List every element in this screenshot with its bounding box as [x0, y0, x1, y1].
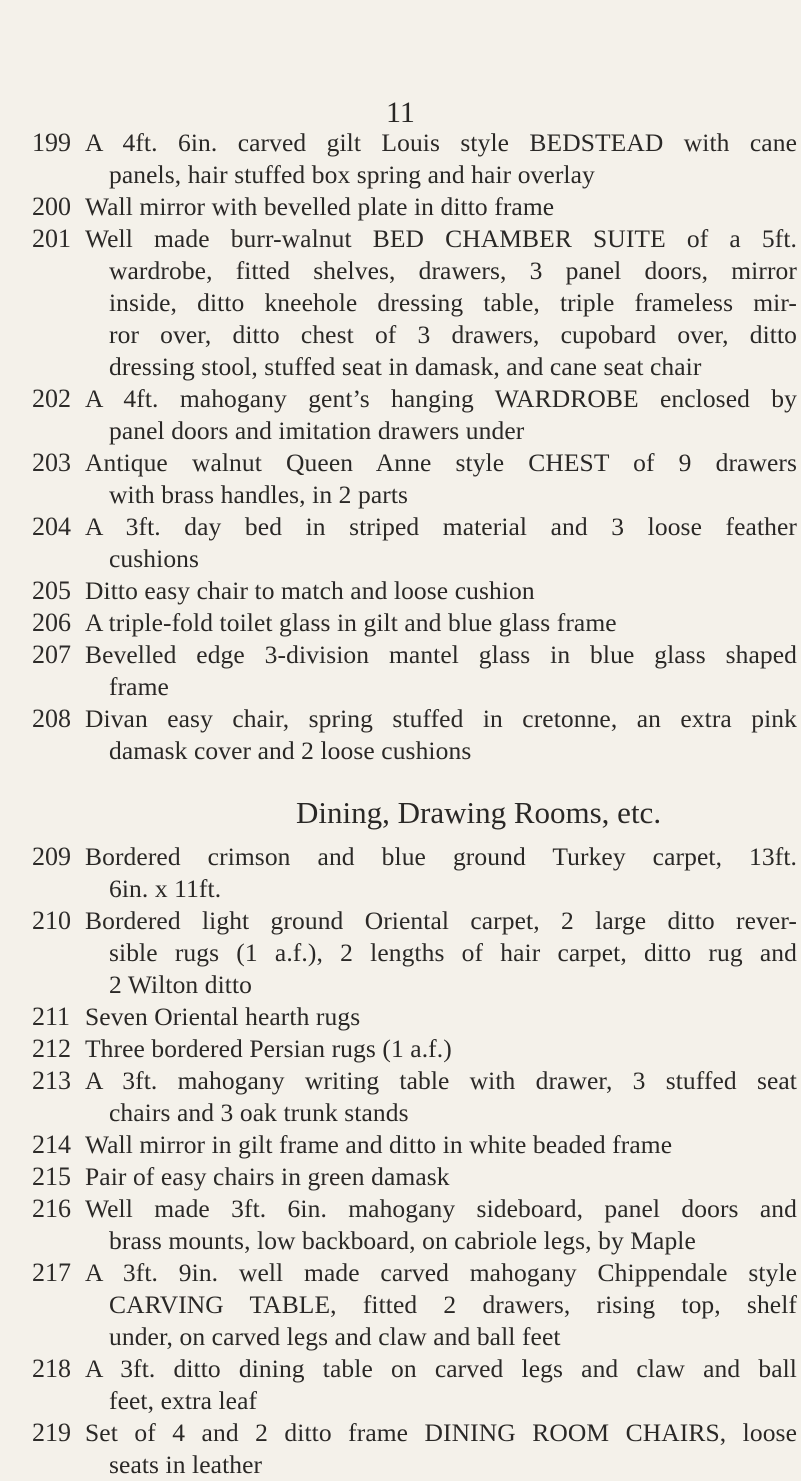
lot-description — [85, 383, 797, 447]
lot-description — [85, 447, 797, 511]
lot-number: 218 — [32, 1354, 71, 1383]
lot-description — [85, 511, 797, 575]
lot-description — [85, 905, 797, 1001]
lot-entry — [32, 639, 797, 703]
lot-description-line: 2 Wilton ditto — [109, 970, 252, 999]
lot-description-line: cushions — [109, 544, 200, 573]
lot-description-line: ror over, ditto chest of 3 drawers, cupobard over, ditto — [109, 320, 797, 349]
lot-description — [85, 127, 797, 191]
lot-entry — [32, 1033, 797, 1065]
lot-description-line: panel doors and imitation drawers under — [109, 416, 525, 445]
lot-number: 204 — [32, 512, 71, 541]
lot-number: 203 — [32, 448, 71, 477]
lot-number: 200 — [32, 192, 71, 221]
lot-entry — [32, 1257, 797, 1353]
lot-description — [85, 191, 797, 223]
lot-number: 217 — [32, 1258, 71, 1287]
lot-description-line: A 3ft. day bed in striped material and 3 loose feather — [85, 512, 797, 541]
lot-description-line: Ditto easy chair to match and loose cushion — [85, 576, 535, 605]
lot-description-line: CARVING TABLE, fitted 2 drawers, rising top, shelf — [109, 1290, 797, 1319]
lot-number: 205 — [32, 576, 71, 605]
lot-description-line: inside, ditto kneehole dressing table, triple frameless mir- — [109, 288, 797, 317]
lot-entry — [32, 1193, 797, 1257]
lot-entry — [32, 575, 797, 607]
lot-number: 209 — [32, 842, 71, 871]
lot-description — [85, 1065, 797, 1129]
lot-entry — [32, 1129, 797, 1161]
lot-description — [85, 1417, 797, 1481]
lot-list — [32, 127, 797, 1481]
lot-description — [85, 1001, 797, 1033]
lot-entry — [32, 703, 797, 767]
lot-description-line: Well made 3ft. 6in. mahogany sideboard, panel doors and — [85, 1194, 797, 1223]
lot-entry — [32, 191, 797, 223]
page-number: 11 — [386, 96, 415, 129]
lot-entry — [32, 1065, 797, 1129]
lot-description-line: A 3ft. ditto dining table on carved legs and claw and ball — [85, 1354, 797, 1383]
lot-description-line: Wall mirror with bevelled plate in ditto frame — [85, 192, 555, 221]
lot-description-line: brass mounts, low backboard, on cabriole legs, by Maple — [109, 1226, 696, 1255]
lot-description-line: Three bordered Persian rugs (1 a.f.) — [85, 1034, 452, 1063]
lot-description — [85, 1193, 797, 1257]
lot-number: 216 — [32, 1194, 71, 1223]
lot-description-line: wardrobe, fitted shelves, drawers, 3 panel doors, mirror — [109, 256, 797, 285]
lot-description-line: Divan easy chair, spring stuffed in cretonne, an extra pink — [85, 704, 797, 733]
lot-description-line: Well made burr-walnut BED CHAMBER SUITE of a 5ft. — [85, 224, 797, 253]
lot-number: 199 — [32, 128, 71, 157]
lot-entry — [32, 841, 797, 905]
lot-group-dining — [32, 841, 797, 1481]
lot-description-line: chairs and 3 oak trunk stands — [109, 1098, 409, 1127]
lot-description-line: Set of 4 and 2 ditto frame DINING ROOM CHAIRS, loose — [85, 1418, 797, 1447]
lot-description-line: A 3ft. 9in. well made carved mahogany Chippendale style — [85, 1258, 797, 1287]
lot-description-line: dressing stool, stuffed seat in damask, and cane seat chair — [109, 352, 702, 381]
lot-number: 206 — [32, 608, 71, 637]
lot-description-line: Pair of easy chairs in green damask — [85, 1162, 450, 1191]
lot-description-line: sible rugs (1 a.f.), 2 lengths of hair carpet, ditto rug and — [109, 938, 797, 967]
lot-description-line: seats in leather — [109, 1450, 263, 1479]
lot-entry — [32, 607, 797, 639]
section-heading: Dining, Drawing Rooms, etc. — [296, 795, 662, 830]
lot-description-line: with brass handles, in 2 parts — [109, 480, 409, 509]
lot-description-line: Antique walnut Queen Anne style CHEST of 9 drawers — [85, 448, 797, 477]
lot-description-line: Seven Oriental hearth rugs — [85, 1002, 361, 1031]
lot-number: 213 — [32, 1066, 71, 1095]
lot-group-bedroom — [32, 127, 797, 767]
lot-entry — [32, 1353, 797, 1417]
lot-number: 211 — [32, 1002, 71, 1031]
lot-description-line: Bevelled edge 3-division mantel glass in blue glass shaped — [85, 640, 797, 669]
lot-description-line: Bordered light ground Oriental carpet, 2 large ditto rever- — [85, 906, 797, 935]
lot-description-line: A 4ft. 6in. carved gilt Louis style BEDSTEAD with cane — [85, 128, 797, 157]
lot-description — [85, 703, 797, 767]
lot-description — [85, 1257, 797, 1353]
lot-description-line: A 4ft. mahogany gent’s hanging WARDROBE enclosed by — [85, 384, 797, 413]
lot-number: 210 — [32, 906, 71, 935]
lot-number: 215 — [32, 1162, 71, 1191]
lot-description-line: Bordered crimson and blue ground Turkey carpet, 13ft. — [85, 842, 797, 871]
lot-number: 201 — [32, 224, 71, 253]
lot-number: 208 — [32, 704, 71, 733]
lot-description-line: frame — [109, 672, 169, 701]
lot-entry — [32, 1161, 797, 1193]
lot-entry — [32, 127, 797, 191]
lot-description — [85, 607, 797, 639]
lot-description-line: Wall mirror in gilt frame and ditto in white beaded frame — [85, 1130, 673, 1159]
lot-description-line: under, on carved legs and claw and ball feet — [109, 1322, 561, 1351]
lot-entry — [32, 447, 797, 511]
lot-entry — [32, 1417, 797, 1481]
lot-entry — [32, 905, 797, 1001]
lot-description-line: damask cover and 2 loose cushions — [109, 736, 472, 765]
lot-description — [85, 1353, 797, 1417]
lot-number: 202 — [32, 384, 71, 413]
lot-number: 207 — [32, 640, 71, 669]
lot-description-line: A triple-fold toilet glass in gilt and blue glass frame — [85, 608, 617, 637]
lot-number: 212 — [32, 1034, 71, 1063]
lot-description — [85, 575, 797, 607]
lot-description — [85, 1033, 797, 1065]
lot-description — [85, 1129, 797, 1161]
lot-description — [85, 223, 797, 383]
lot-description-line: panels, hair stuffed box spring and hair overlay — [109, 160, 595, 189]
lot-entry — [32, 511, 797, 575]
lot-description-line: 6in. x 11ft. — [109, 874, 222, 903]
lot-entry — [32, 1001, 797, 1033]
lot-number: 219 — [32, 1418, 71, 1447]
lot-description-line: feet, extra leaf — [109, 1386, 258, 1415]
lot-description — [85, 639, 797, 703]
lot-number: 214 — [32, 1130, 71, 1159]
lot-description — [85, 841, 797, 905]
lot-entry — [32, 223, 797, 383]
lot-description — [85, 1161, 797, 1193]
lot-entry — [32, 383, 797, 447]
lot-description-line: A 3ft. mahogany writing table with drawer, 3 stuffed seat — [85, 1066, 797, 1095]
